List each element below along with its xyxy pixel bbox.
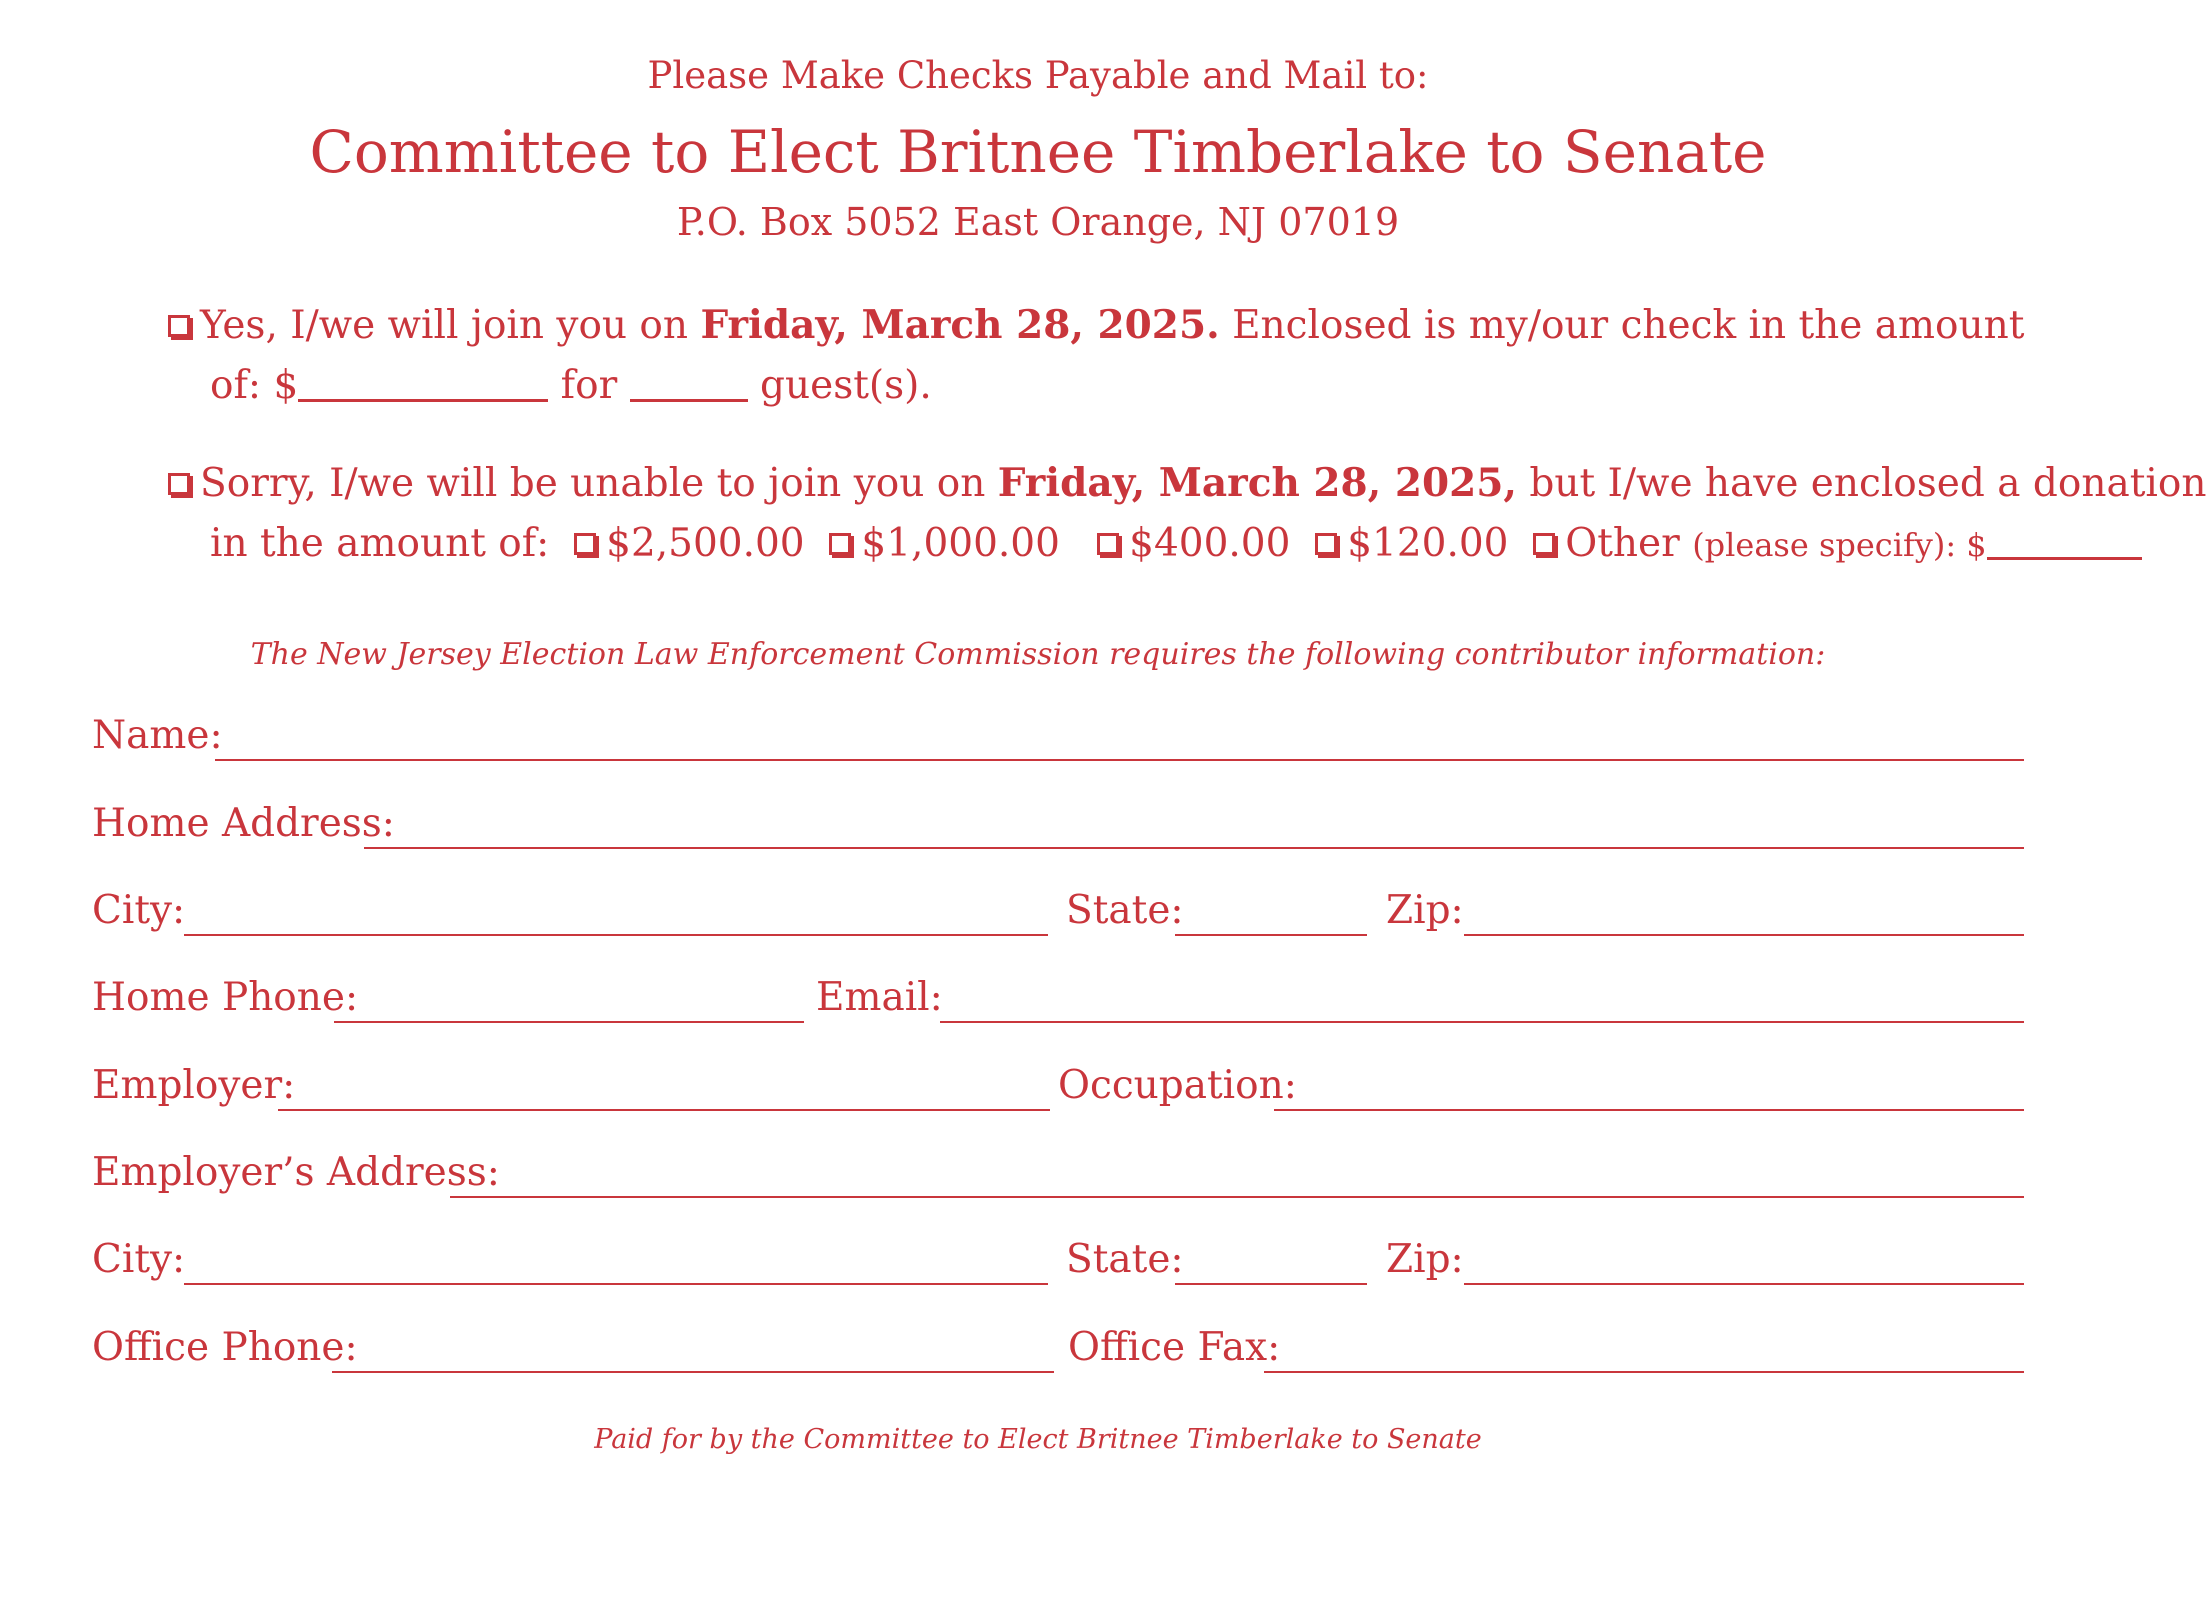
option-no-text2: but I/we have enclosed a donation xyxy=(1529,461,2206,506)
amount-120: $120.00 xyxy=(1347,521,1509,566)
checkbox-yes[interactable] xyxy=(168,315,190,337)
office-fax-label: Office Fax: xyxy=(1068,1325,1281,1370)
checkbox-amount-400[interactable] xyxy=(1097,533,1119,555)
other-amount-blank[interactable] xyxy=(1987,527,2142,560)
occupation-field[interactable] xyxy=(1274,1109,2024,1111)
name-label: Name: xyxy=(92,713,223,758)
option-no-line2 xyxy=(210,521,2142,566)
other-label: Other xyxy=(1565,521,1680,566)
option-no-date: Friday, March 28, 2025, xyxy=(997,460,1517,506)
office-phone-field[interactable] xyxy=(332,1371,1054,1373)
home-address-label: Home Address: xyxy=(92,801,395,846)
row-city-state-zip-2 xyxy=(92,1237,2024,1290)
city-label: City: xyxy=(92,888,186,933)
employer-address-label: Employer’s Address: xyxy=(92,1150,500,1195)
zip-field[interactable] xyxy=(1464,934,2024,936)
office-phone-label: Office Phone: xyxy=(92,1325,358,1370)
option-yes-date: Friday, March 28, 2025. xyxy=(700,302,1220,348)
row-office-phone-fax xyxy=(92,1325,2024,1378)
employer-address-field[interactable] xyxy=(450,1196,2024,1198)
committee-address: P.O. Box 5052 East Orange, NJ 07019 xyxy=(676,200,1400,244)
home-phone-field[interactable] xyxy=(334,1021,804,1023)
email-field[interactable] xyxy=(940,1021,2024,1023)
zip-label: Zip: xyxy=(1386,888,1464,933)
option-yes-text1: Yes, I/we will join you on xyxy=(200,303,689,348)
city2-field[interactable] xyxy=(184,1283,1048,1285)
state-label: State: xyxy=(1066,888,1184,933)
row-city-state-zip xyxy=(92,888,2024,941)
option-no-text1: Sorry, I/we will be unable to join you on xyxy=(200,461,986,506)
email-label: Email: xyxy=(816,975,943,1020)
city2-label: City: xyxy=(92,1237,186,1282)
checkbox-amount-2500[interactable] xyxy=(574,533,596,555)
zip2-label: Zip: xyxy=(1386,1237,1464,1282)
check-amount-blank[interactable] xyxy=(298,369,548,402)
employer-field[interactable] xyxy=(278,1109,1050,1111)
mail-to-heading: Please Make Checks Payable and Mail to: xyxy=(647,54,1429,97)
row-phone-email xyxy=(92,975,2024,1028)
for-label: for xyxy=(560,363,618,408)
name-field[interactable] xyxy=(215,759,2024,761)
amount-400: $400.00 xyxy=(1129,521,1291,566)
committee-title: Committee to Elect Britnee Timberlake to Senate xyxy=(309,118,1767,186)
amount-1000: $1,000.00 xyxy=(861,521,1060,566)
state2-label: State: xyxy=(1066,1237,1184,1282)
checkbox-other[interactable] xyxy=(1533,533,1555,555)
row-employer-occupation xyxy=(92,1063,2024,1116)
paid-for-by: Paid for by the Committee to Elect Britnee Timberlake to Senate xyxy=(594,1424,1482,1455)
checkbox-amount-120[interactable] xyxy=(1315,533,1337,555)
option-yes-line2 xyxy=(210,363,932,408)
office-fax-field[interactable] xyxy=(1264,1371,2024,1373)
checkbox-amount-1000[interactable] xyxy=(829,533,851,555)
occupation-label: Occupation: xyxy=(1058,1063,1297,1108)
guest-count-blank[interactable] xyxy=(630,369,748,402)
home-address-field[interactable] xyxy=(364,847,2024,849)
option-no-line1 xyxy=(168,460,2206,506)
row-name xyxy=(92,713,2024,766)
row-employer-address xyxy=(92,1150,2024,1203)
check-amount-label: of: $ xyxy=(210,363,299,408)
state-field[interactable] xyxy=(1175,934,1367,936)
option-yes-text2: Enclosed is my/our check in the amount xyxy=(1232,303,2025,348)
option-yes-line1 xyxy=(168,302,2025,348)
election-law-note: The New Jersey Election Law Enforcement Commission requires the following contributor information: xyxy=(250,637,1826,672)
city-field[interactable] xyxy=(184,934,1048,936)
other-note: (please specify): $ xyxy=(1692,526,1987,564)
guests-label: guest(s). xyxy=(760,363,932,408)
state2-field[interactable] xyxy=(1175,1283,1367,1285)
amount-2500: $2,500.00 xyxy=(606,521,805,566)
checkbox-no[interactable] xyxy=(168,473,190,495)
zip2-field[interactable] xyxy=(1464,1283,2024,1285)
row-home-address xyxy=(92,801,2024,854)
employer-label: Employer: xyxy=(92,1063,296,1108)
amount-of-label: in the amount of: xyxy=(210,521,550,566)
home-phone-label: Home Phone: xyxy=(92,975,359,1020)
